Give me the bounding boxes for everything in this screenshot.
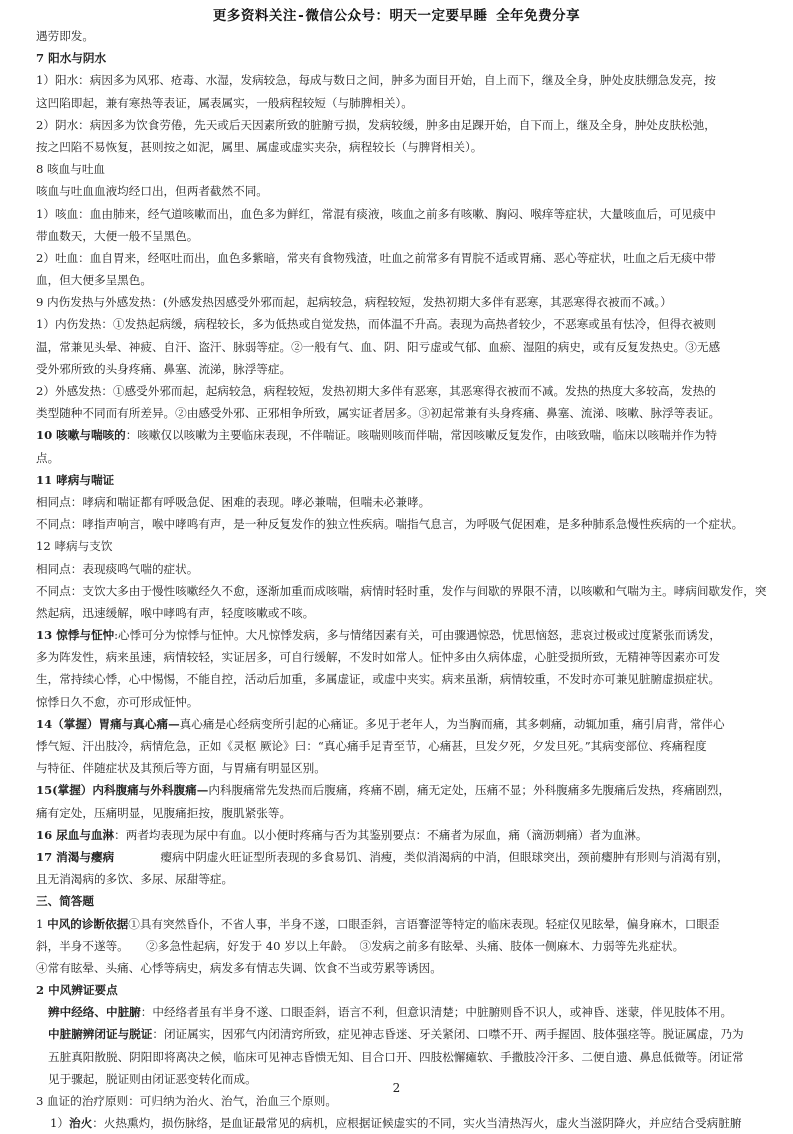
- text-segment: ：两者均表现为尿中有血。以小便时疼痛与否为其鉴别要点：不痛者为尿血，痛（滴沥刺痛）者为血淋。: [114, 827, 648, 842]
- text-line: [36, 979, 771, 1001]
- text-segment: 1）内伤发热：①发热起病缓，病程较长，多为低热或自觉发热，而体温不升高。表现为高热者较少，不恶寒或虽有怯冷，但得衣被则: [36, 317, 716, 332]
- page-number: 2: [392, 1081, 401, 1095]
- bold-text: 17 消渴与瘿病: [36, 849, 115, 864]
- bold-text: 14（掌握）胃痛与真心痛—: [36, 716, 180, 731]
- page-header: 更多资料关注-微信公众号：明天一定要早睡 全年免费分享: [212, 8, 581, 24]
- text-line: [36, 158, 771, 180]
- text-segment: 1）咳血：血由肺来，经气道咳嗽而出，血色多为鲜红，常混有痰液，咳血之前多有咳嗽、胸闷、喉痒等症状，大量咳血后，可见痰中: [36, 206, 716, 221]
- text-line: [36, 47, 771, 69]
- text-line: [36, 358, 771, 380]
- text-line: [36, 957, 771, 979]
- bold-text: 辨中经络、中脏腑: [48, 1005, 141, 1020]
- text-line: [36, 713, 771, 735]
- text-segment: 9 内伤发热与外感发热：(外感发热因感受外邪而起，起病较急，病程较短，发热初期大多伴有恶寒，其恶寒得衣被而不减。）: [36, 295, 672, 310]
- text-line: [36, 624, 771, 646]
- text-line: [36, 247, 771, 269]
- text-line: [36, 447, 771, 469]
- text-line: [36, 92, 771, 114]
- text-line: [36, 646, 771, 668]
- text-segment: 1）: [50, 1116, 69, 1131]
- text-line: [36, 890, 771, 912]
- text-segment: 五脏真阳散脱、阴阳即将离决之候，临床可见神志昏愦无知、目合口开、四肢松懈瘫软、手撒肢冷汗多、二便自遗、鼻息低微等。闭证常: [48, 1049, 744, 1064]
- text-line: [36, 868, 771, 890]
- text-segment: 8 咳血与吐血: [36, 162, 106, 177]
- text-line: [36, 1112, 771, 1134]
- text-segment: 2）吐血：血自胃来，经呕吐而出，血色多紫暗，常夹有食物残渣，吐血之前常多有胃脘不适或胃痛、恶心等症状，吐血之后无痰中带: [36, 250, 716, 265]
- text-line: [36, 1023, 771, 1045]
- text-segment: 不同点：哮指声响言，喉中哮鸣有声，是一种反复发作的独立性疾病。喘指气息言，为呼吸气促困难，是多种肺系急慢性疾病的一个症状。: [36, 517, 744, 532]
- document-body: [36, 25, 771, 1134]
- bold-text: 中风的诊断依据: [47, 916, 129, 931]
- text-line: [36, 935, 771, 957]
- text-line: [36, 203, 771, 225]
- text-segment: 2）外感发热：①感受外邪而起，起病较急，病程较短，发热初期大多伴有恶寒，其恶寒得衣被而不减。发热的热度大多较高，发热的: [36, 384, 716, 398]
- text-segment: 按之凹陷不易恢复，甚则按之如泥，属里、属虚或虚实夹杂，病程较长（与脾肾相关）。: [36, 139, 483, 154]
- text-segment: 然起病，迅速缓解，喉中哮鸣有声，轻度咳嗽或不咳。: [36, 605, 315, 620]
- text-segment: 瘿病中阴虚火旺证型所表现的多食易饥、消瘦，类似消渴病的中消，但眼球突出，颈前瘿肿有形则与消渴有别，: [114, 849, 729, 864]
- bold-text: 15(掌握）内科腹痛与外科腹痛—: [36, 783, 209, 798]
- text-segment: 悸气短、汗出肢冷，病情危急，正如《灵枢 厥论》曰：“真心痛手足青至节，心痛甚，旦发夕死，夕发旦死。”其病变部位、疼痛程度: [36, 739, 707, 753]
- text-line: [36, 25, 771, 47]
- text-line: [36, 846, 771, 868]
- text-segment: 带血数天，大便一般不呈黑色。: [36, 228, 199, 243]
- bold-text: 11 哮病与喘证: [36, 472, 115, 487]
- text-line: [36, 802, 771, 824]
- text-line: [36, 180, 771, 202]
- text-line: [36, 691, 771, 713]
- text-line: [36, 513, 771, 535]
- text-segment: 惊悸日久不愈，亦可形成怔忡。: [36, 694, 199, 709]
- bold-text: 10 咳嗽与喘咳的: [36, 428, 126, 443]
- text-line: [36, 1046, 771, 1068]
- text-line: [36, 114, 771, 136]
- text-segment: 咳血与吐血血液均经口出，但两者截然不同。: [36, 184, 268, 199]
- text-segment: 3 血证的治疗原则：可归纳为治火、治气，治血三个原则。: [36, 1094, 337, 1108]
- text-line: [36, 269, 771, 291]
- text-segment: 且无消渴病的多饮、多尿、尿甜等症。: [36, 872, 234, 887]
- bold-text: 2 中风辨证要点: [36, 983, 118, 998]
- text-segment: 斜，半身不遂等。 ②多急性起病，好发于 40 岁以上年龄。 ③发病之前多有眩晕、头痛、肢体一侧麻木、力弱等先兆症状。: [36, 938, 685, 953]
- text-line: [36, 757, 771, 779]
- text-segment: ：闭证属实，因邪气内闭清窍所致，症见神志昏迷、牙关紧闭、口噤不开、两手握固、肢体强痉等。脱证属虚，乃为: [152, 1027, 744, 1042]
- text-line: [36, 779, 771, 801]
- bold-text: 治火: [68, 1116, 93, 1131]
- text-segment: 类型随种不同而有所差异。②由感受外邪、正邪相争所致，属实证者居多。③初起常兼有头身疼痛、鼻塞、流涕、咳嗽、脉浮等表证。: [36, 406, 721, 421]
- text-line: [36, 824, 771, 846]
- text-segment: 相同点：表现痰鸣气喘的症状。: [36, 561, 199, 576]
- text-segment: 1: [36, 916, 48, 931]
- text-line: [36, 735, 771, 757]
- bold-text: 16 尿血与血淋: [36, 827, 115, 842]
- text-segment: 点。: [36, 450, 60, 465]
- text-segment: 生，常持续心悸，心中惕惕，不能自控，活动后加重，多属虚证，或虚中夹实。病来虽渐，病情较重，不发时亦可兼见脏腑虚损症状。: [36, 672, 721, 687]
- text-line: [36, 313, 771, 335]
- text-segment: ：火热熏灼，损伤脉络，是血证最常见的病机，应根据证候虚实的不同，实火当清热泻火，虚火当滋阴降火，并应结合受病脏腑: [92, 1116, 742, 1131]
- text-segment: 见于骤起，脱证则由闭证恶变转化而成。: [48, 1071, 257, 1086]
- text-segment: 遇劳即发。: [36, 29, 94, 43]
- text-segment: 受外邪所致的头身疼痛、鼻塞、流涕，脉浮等症。: [36, 361, 292, 376]
- text-line: [36, 491, 771, 513]
- text-line: [36, 558, 771, 580]
- text-segment: 痛有定处，压痛明显，见腹痛拒按，腹肌紧张等。: [36, 805, 292, 820]
- text-segment: 内科腹痛常先发热而后腹痛，疼痛不剧，痛无定处，压痛不显；外科腹痛多先腹痛后发热，疼痛剧烈，: [208, 783, 731, 798]
- text-line: [36, 225, 771, 247]
- text-line: [36, 291, 771, 313]
- text-segment: 不同点：支饮大多由于慢性咳嗽经久不愈，逐渐加重而成咳喘，病情时轻时重，发作与间歇的界限不清，以咳嗽和气喘为主。哮病间歇发作，突: [36, 583, 767, 598]
- text-segment: 2）阴水：病因多为饮食劳倦，先天或后天因素所致的脏腑亏损，发病较缓，肿多由足踝开始，自下而上，继及全身，肿处皮肤松弛，: [36, 117, 716, 132]
- text-line: [36, 402, 771, 424]
- text-line: [36, 69, 771, 91]
- text-segment: :心悸可分为惊悸与怔忡。大凡惊悸发病，多与情绪因素有关，可由骤遇惊恐，忧思恼怒，悲哀过极或过度紧张而诱发，: [114, 628, 721, 643]
- text-line: [36, 1001, 771, 1023]
- text-segment: 多为阵发性，病来虽速，病情较轻，实证居多，可自行缓解，不发时如常人。怔忡多由久病体虚，心脏受损所致，无精神等因素亦可发: [36, 650, 721, 665]
- text-segment: 这凹陷即起，兼有寒热等表证，属表属实，一般病程较短（与肺脾相关）。: [36, 95, 413, 110]
- bold-text: 7 阳水与阴水: [36, 51, 107, 66]
- text-segment: 与特征、伴随症状及其预后等方面，与胃痛有明显区别。: [36, 761, 326, 776]
- text-line: [36, 580, 771, 602]
- text-line: [36, 913, 771, 935]
- text-segment: ：中经络者虽有半身不遂、口眼歪斜，语言不利，但意识清楚；中脏腑则昏不识人，或神昏、迷蒙，伴见肢体不用。: [140, 1005, 733, 1020]
- bold-text: 三、简答题: [36, 894, 94, 909]
- text-line: [36, 535, 771, 557]
- text-segment: 1）阳水：病因多为风邪、疮毒、水湿，发病较急，每成与数日之间，肿多为面目开始，自上而下，继及全身，肿处皮肤绷急发亮，按: [36, 73, 716, 88]
- text-line: [36, 469, 771, 491]
- text-segment: 相同点：哮病和喘证都有呼吸急促、困难的表现。哮必兼喘，但喘未必兼哮。: [36, 494, 431, 509]
- text-segment: 真心痛是心经病变所引起的心痛证。多见于老年人，为当胸而痛，其多刺痛，动辄加重，痛引肩背，常伴心: [179, 716, 725, 731]
- text-line: [36, 136, 771, 158]
- text-line: [36, 336, 771, 358]
- text-line: [36, 602, 771, 624]
- text-line: [36, 668, 771, 690]
- text-segment: ④常有眩晕、头痛、心悸等病史，病发多有情志失调、饮食不当或劳累等诱因。: [36, 960, 442, 975]
- bold-text: 13 惊悸与怔忡: [36, 628, 115, 643]
- text-segment: 12 哮病与支饮: [36, 539, 113, 554]
- text-segment: 温，常兼见头晕、神疲、自汗、盗汗、脉弱等症。②一般有气、血、阴、阳亏虚或气郁、血瘀、湿阻的病史，或有反复发热史。③无感: [36, 339, 721, 354]
- bold-text: 中脏腑辨闭证与脱证: [48, 1027, 153, 1042]
- text-line: [36, 380, 771, 402]
- text-segment: ①具有突然昏仆，不省人事，半身不遂，口眼歪斜，言语謇涩等特定的临床表现。轻症仅见眩晕，偏身麻木，口眼歪: [128, 916, 720, 931]
- text-segment: 血，但大便多呈黑色。: [36, 273, 152, 288]
- text-segment: ：咳嗽仅以咳嗽为主要临床表现，不伴喘证。咳喘则咳而伴喘，常因咳嗽反复发作，由咳致喘，临床以咳喘并作为特: [125, 428, 718, 443]
- text-line: [36, 424, 771, 446]
